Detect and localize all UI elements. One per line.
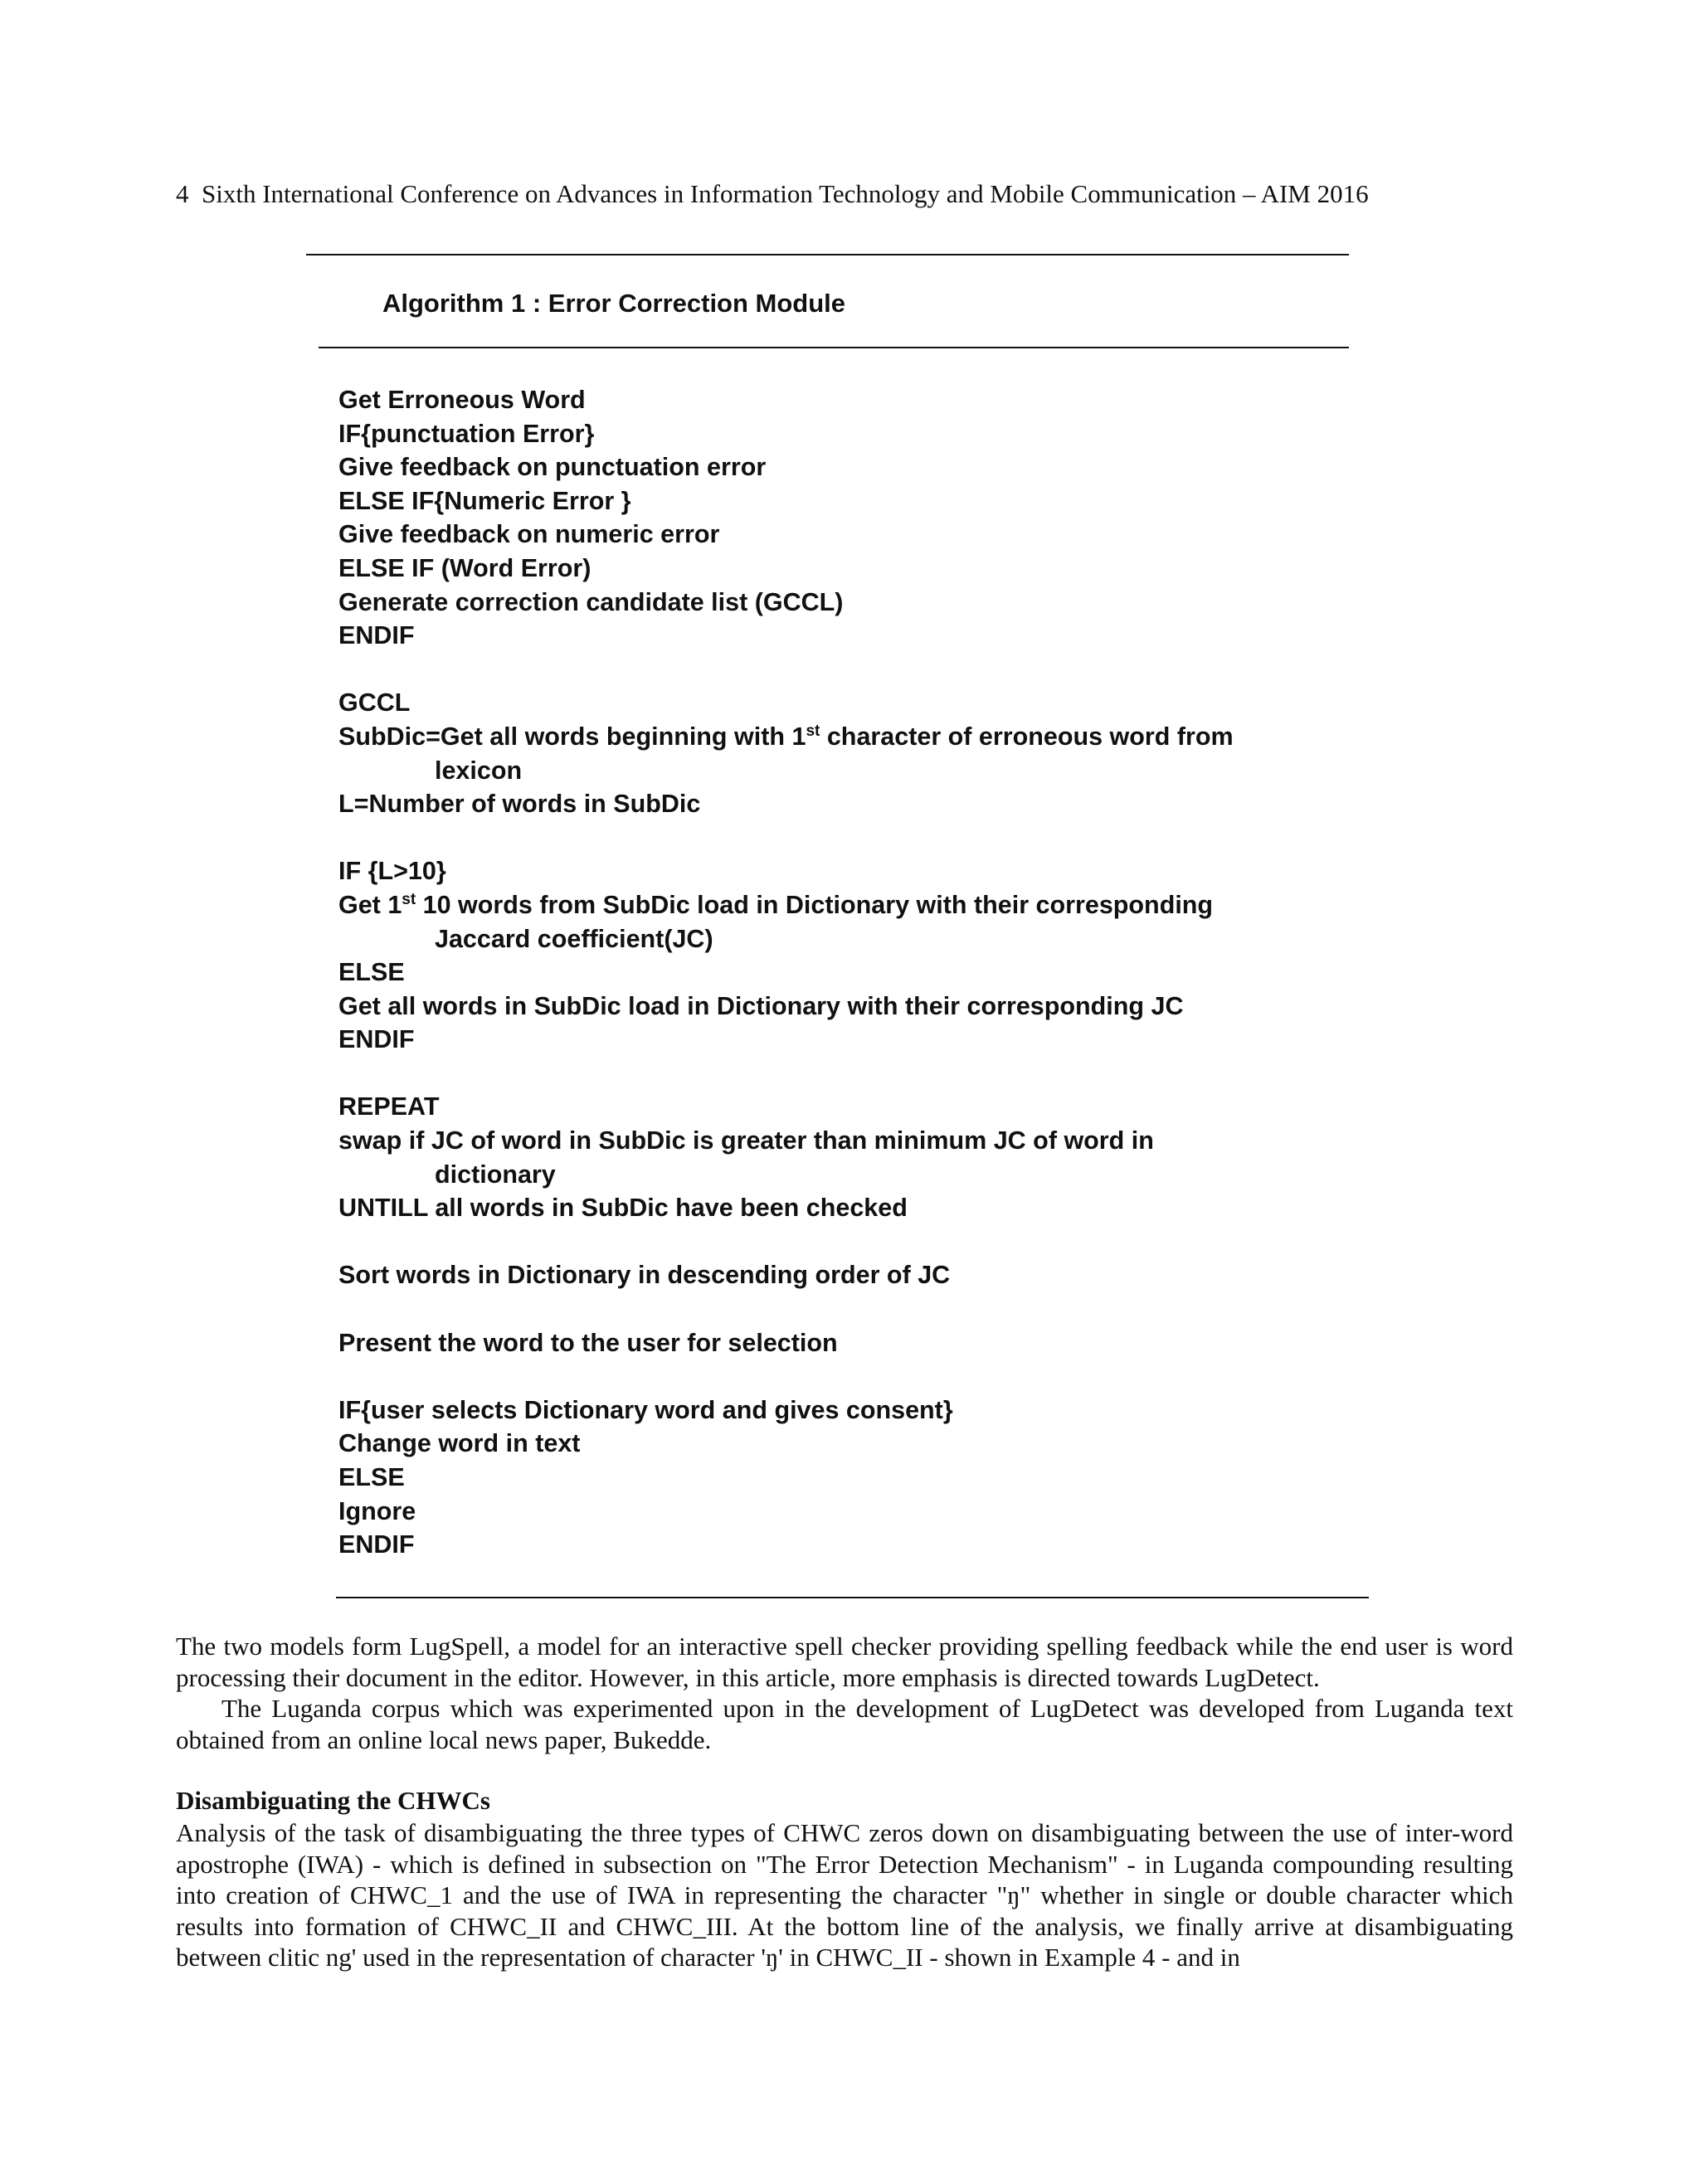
algorithm-blank-line [338,821,1367,855]
algorithm-line: dictionary [435,1160,556,1189]
algorithm-line: ENDIF [338,1025,415,1054]
algorithm-line: Generate correction candidate list (GCCL) [338,587,844,616]
algorithm-body [338,383,1367,1562]
ordinal-superscript: st [402,890,416,908]
algorithm-line: REPEAT [338,1092,440,1121]
algorithm-bottom-rule [336,1597,1369,1598]
algorithm-line: ELSE IF (Word Error) [338,553,591,582]
algorithm-line: Jaccard coefficient(JC) [435,924,713,953]
running-header [176,178,1369,211]
algorithm-text: SubDic=Get all words beginning with 1 [338,722,806,751]
algorithm-line [338,720,1367,754]
algorithm-line: IF {L>10} [338,857,446,886]
ordinal-superscript: st [806,722,820,740]
algorithm-line: L=Number of words in SubDic [338,790,701,819]
paragraph: The two models form LugSpell, a model for an interactive spell checker providing spelling feedback while the end user is word processing their document in the editor. However, in this article, more emphasis is directed towards LugDetect. [176,1632,1513,1692]
algorithm-blank-line [338,1292,1367,1326]
algorithm-line: swap if JC of word in SubDic is greater than minimum JC of word in [338,1126,1154,1155]
algorithm-title-rule [319,347,1349,348]
paragraph: Analysis of the task of disambiguating the three types of CHWC zeros down on disambiguating between the use of inter-word apostrophe (IWA) - which is defined in subsection on "The Error Detection Mechanism" - in Luganda compounding resulting into creation of CHWC_1 and the use of IWA in representing the character "ŋ" whether in single or double character which results into formation of CHWC_II and CHWC_III. At the bottom line of the analysis, we finally arrive at disambiguating between clitic ng' used in the representation of character 'ŋ' in CHWC_II - shown in Example 4 - and in [176,1818,1513,1972]
algorithm-line: ELSE IF{Numeric Error } [338,486,631,515]
algorithm-line: GCCL [338,688,411,717]
algorithm-text: 10 words from SubDic load in Dictionary with their corresponding [416,890,1214,919]
section-heading: Disambiguating the CHWCs [176,1786,490,1815]
algorithm-line: Get Erroneous Word [338,386,586,414]
algorithm-blank-line [338,1360,1367,1394]
paragraph: The Luganda corpus which was experimented upon in the development of LugDetect was developed from Luganda text obtained from an online local news paper, Bukedde. [176,1694,1513,1754]
algorithm-line: Give feedback on numeric error [338,520,720,549]
algorithm-blank-line [338,1057,1367,1091]
algorithm-line [338,888,1367,922]
section-body [176,1817,1513,1973]
body-paragraphs [176,1631,1513,1755]
algorithm-title: Algorithm 1 : Error Correction Module [382,289,846,318]
algorithm-line: ENDIF [338,1530,415,1559]
algorithm-text: character of erroneous word from [820,722,1234,751]
running-title: Sixth International Conference on Advances in Information Technology and Mobile Communication – AIM 2016 [202,179,1369,208]
algorithm-line: IF{punctuation Error} [338,419,595,448]
algorithm-line: Sort words in Dictionary in descending order of JC [338,1261,951,1290]
algorithm-blank-line [338,1225,1367,1259]
algorithm-line: UNTILL all words in SubDic have been checked [338,1194,908,1223]
algorithm-line: ELSE [338,958,405,987]
algorithm-line: ELSE [338,1463,405,1491]
algorithm-line: Get all words in SubDic load in Dictionary with their corresponding JC [338,991,1184,1020]
algorithm-top-rule [306,254,1349,255]
algorithm-line: Change word in text [338,1429,581,1458]
algorithm-line: Ignore [338,1496,416,1525]
algorithm-line: IF{user selects Dictionary word and gives consent} [338,1395,953,1424]
algorithm-blank-line [338,653,1367,687]
algorithm-line: Present the word to the user for selection [338,1328,838,1357]
algorithm-line: ENDIF [338,621,415,650]
algorithm-line: Give feedback on punctuation error [338,453,767,482]
algorithm-line: lexicon [435,756,523,785]
page-number: 4 [176,179,189,208]
algorithm-text: Get 1 [338,890,402,919]
